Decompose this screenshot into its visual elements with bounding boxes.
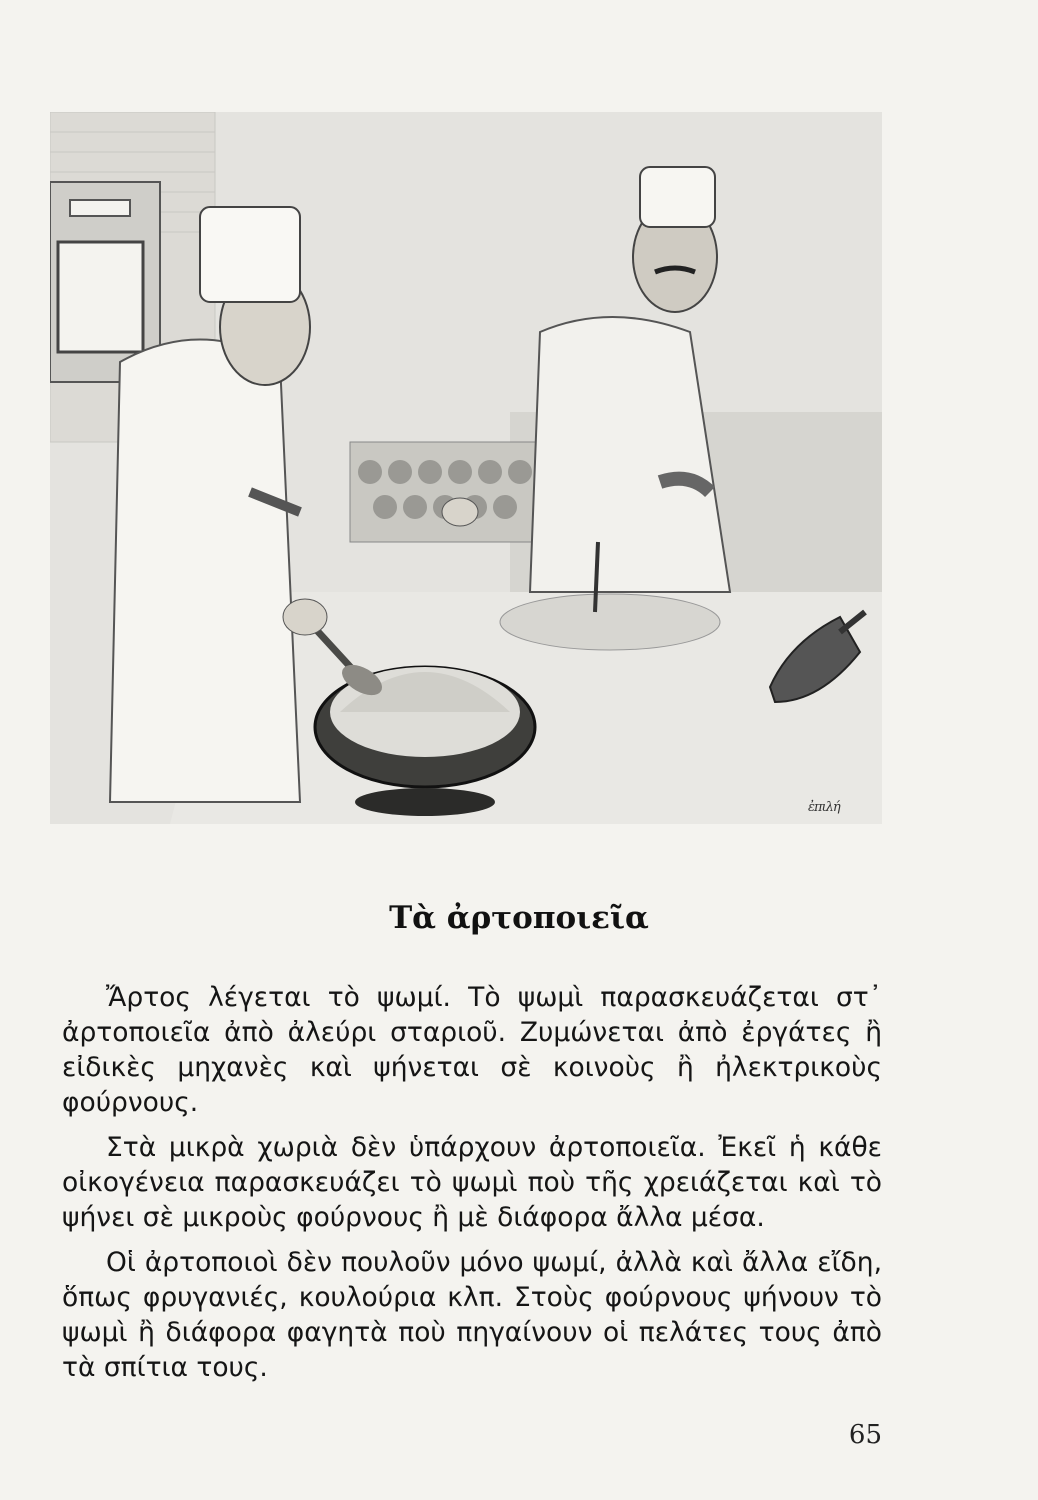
illustration-caption: Τὰ ἀρτοποιεῖα: [389, 900, 649, 936]
paragraph: Στὰ μικρὰ χωριὰ δὲν ὑπάρχουν ἀρτοποιεῖα. Ἐκεῖ ἡ κάθε οἰκογένεια παρασκευάζει τὸ ψωμὶ ποὺ τῆς χρειάζεται καὶ τὸ ψήνει σὲ μικροὺς φούρνους ἢ μὲ διάφορα ἄλλα μέσα.: [62, 1132, 882, 1233]
paragraph: Ἄρτος λέγεται τὸ ψωμί. Τὸ ψωμὶ παρασκευάζεται στ᾿ ἀρτοποιεῖα ἀπὸ ἀλεύρι σταριοῦ. Ζυμώνεται ἀπὸ ἐργάτες ἢ εἰδικὲς μηχανὲς καὶ ψήνεται σὲ κοινοὺς ἢ ἠλεκτρικοὺς φούρνους.: [62, 982, 882, 1118]
paragraph: Οἱ ἀρτοποιοὶ δὲν πουλοῦν μόνο ψωμί, ἀλλὰ καὶ ἄλλα εἴδη, ὅπως φρυγανιές, κουλούρια κλπ. Στοὺς φούρνους ψήνουν τὸ ψωμὶ ἢ διάφορα φαγητὰ ποὺ πηγαίνουν οἱ πελάτες τους ἀπὸ τὰ σπίτια τους.: [62, 1247, 882, 1383]
page-number: 65: [848, 1420, 882, 1450]
bakery-illustration: [50, 112, 882, 824]
artist-signature: ἐπιλή: [808, 800, 840, 815]
body-text: [62, 980, 882, 1395]
